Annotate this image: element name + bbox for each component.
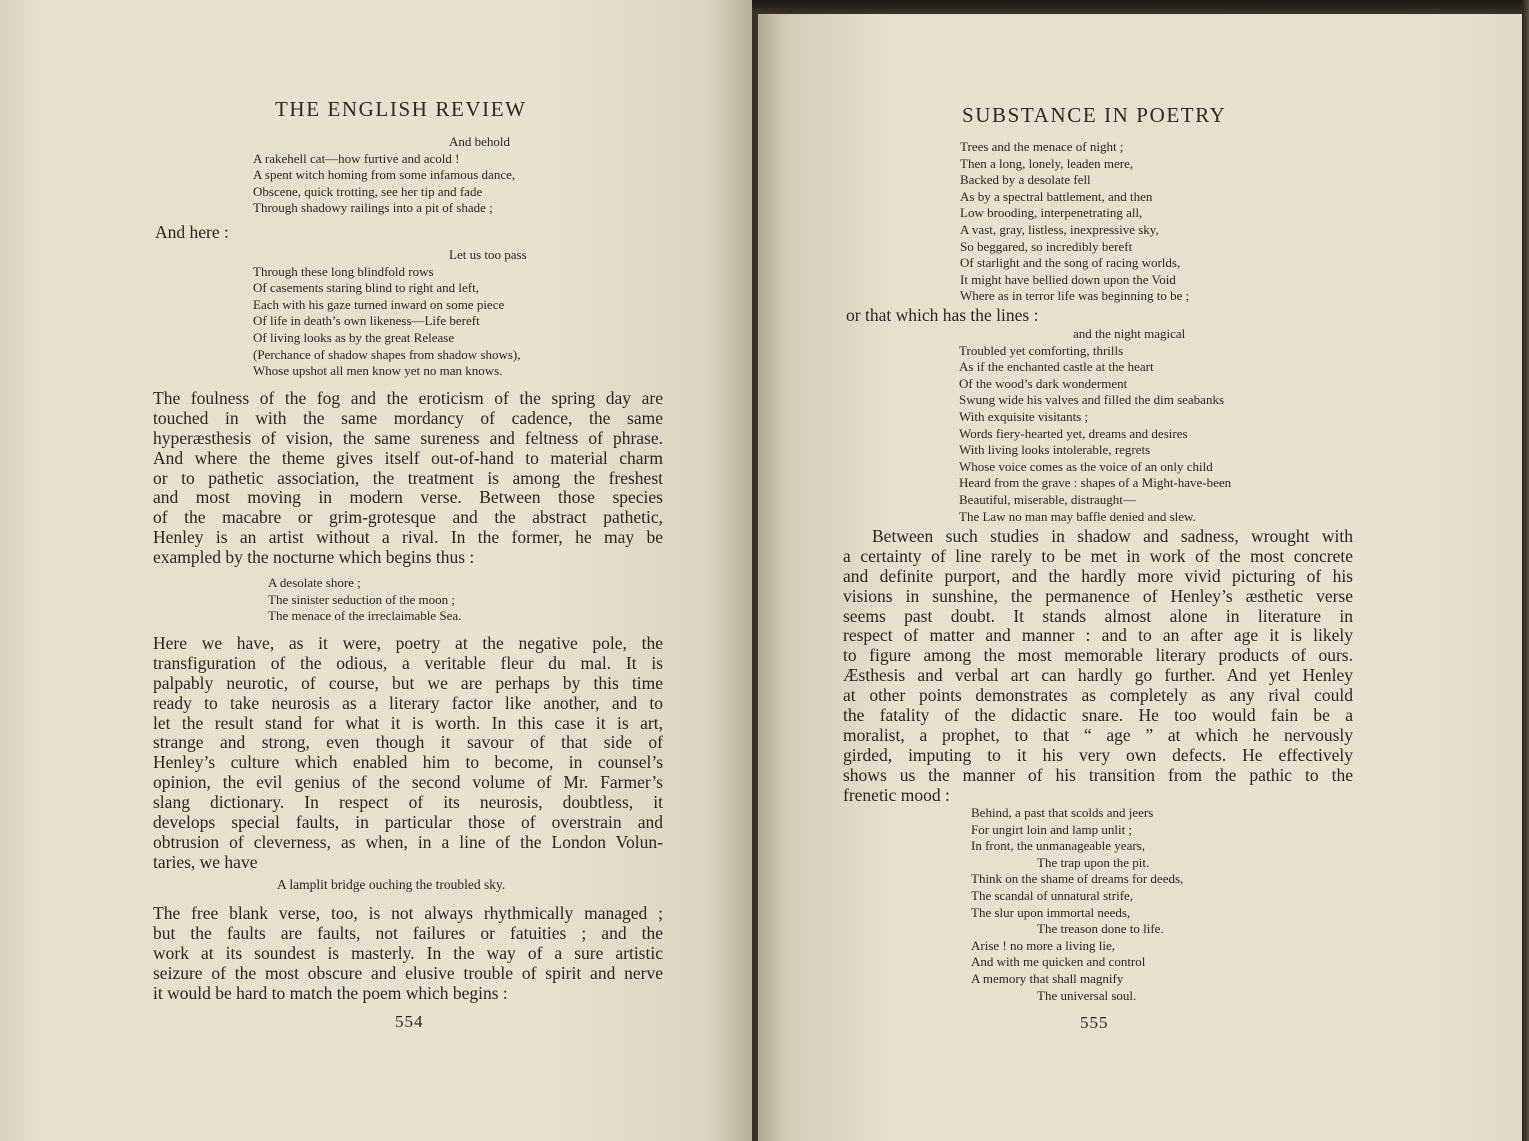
paragraph-lead-in: or that which has the lines : (846, 305, 1039, 325)
verse-line: Beautiful, miserable, distraught— (959, 491, 1136, 507)
text-line: the fatality of the didactic snare. He too would fain be a (843, 706, 1353, 726)
verse-line: and the night magical (1073, 326, 1186, 341)
verse-line: Let us too pass (449, 247, 527, 262)
verse-line: The trap upon the pit. (1037, 854, 1150, 870)
verse-line: With exquisite visitants ; (959, 408, 1089, 424)
text-line: transfiguration of the odious, a veritable fleur du mal. It is (153, 653, 663, 673)
text-line: seems past doubt. It stands almost alone in literature in (843, 606, 1353, 626)
verse-block (971, 805, 1183, 1004)
text-line: let the result stand for what it is worth. In this case it is art, (153, 713, 663, 733)
verse-line: Of the wood’s dark wonderment (959, 375, 1128, 391)
verse-line: Through these long blindfold rows (253, 263, 434, 279)
text-line: opinion, the evil genius of the second volume of Mr. Farmer’s (153, 773, 663, 793)
verse-line: (Perchance of shadow shapes from shadow shows), (253, 346, 521, 362)
verse-line: For ungirt loin and lamp unlit ; (971, 821, 1133, 837)
page-number-right: 555 (1080, 1013, 1109, 1032)
verse-line: Behind, a past that scolds and jeers (971, 805, 1154, 820)
body-paragraph (153, 389, 663, 568)
text-line: The foulness of the fog and the eroticism of the spring day are (153, 389, 663, 408)
text-line: frenetic mood : (843, 785, 950, 805)
text-line: Henley is an artist without a rival. In the former, he may be (153, 528, 663, 548)
verse-line: The sinister seduction of the moon ; (268, 591, 456, 607)
verse-line: Each with his gaze turned inward on some piece (253, 296, 505, 312)
text-line: shows us the manner of his transition from the pathic to the (843, 765, 1353, 785)
text-line: exampled by the nocturne which begins thus : (153, 548, 475, 568)
text-line: it would be hard to match the poem which begins : (153, 983, 508, 1003)
verse-line: Obscene, quick trotting, see her tip and fade (253, 183, 483, 199)
verse-line: Then a long, lonely, leaden mere, (960, 155, 1134, 171)
verse-line: Heard from the grave : shapes of a Might-have-been (959, 475, 1232, 491)
verse-line: Troubled yet comforting, thrills (959, 342, 1124, 358)
body-paragraph (153, 904, 663, 1003)
body-paragraph (843, 527, 1353, 805)
text-line: moralist, a prophet, to that “ age ” at which he nervously (843, 725, 1353, 745)
text-line: ready to take neurosis as a literary factor like another, and to (153, 693, 663, 713)
verse-line: A spent witch homing from some infamous dance, (253, 167, 516, 183)
text-line: Henley’s culture which enabled him to become, in counsel’s (153, 753, 663, 773)
text-line: visions in sunshine, the permanence of Henley’s æsthetic verse (843, 586, 1353, 606)
verse-line: A rakehell cat—how furtive and acold ! (253, 150, 460, 166)
text-line: Here we have, as it were, poetry at the negative pole, the (153, 634, 663, 653)
verse-line: The universal soul. (1037, 987, 1137, 1003)
verse-line: A memory that shall magnify (971, 970, 1124, 986)
verse-line: Of starlight and the song of racing worlds, (960, 255, 1181, 271)
text-line: Between such studies in shadow and sadness, wrought with (872, 527, 1353, 546)
text-line: palpably neurotic, of course, but we are perhaps by this time (153, 673, 663, 693)
verse-line: Backed by a desolate fell (960, 172, 1091, 188)
verse-line: The slur upon immortal needs, (971, 904, 1131, 920)
page-edge (1522, 0, 1529, 1141)
verse-line: The menace of the irreclaimable Sea. (268, 608, 462, 624)
text-line: a certainty of line rarely to be met in work of the most concrete (843, 546, 1353, 566)
text-line: touched in with the same mordancy of cadence, the same (153, 408, 663, 428)
verse-line: It might have bellied down upon the Void (960, 271, 1176, 287)
text-line: but the faults are faults, not failures or fatuities ; and the (153, 923, 663, 943)
left-page (0, 0, 752, 1141)
text-line: respect of matter and manner : and to an after age it is likely (843, 626, 1353, 646)
verse-line: With living looks intolerable, regrets (959, 442, 1151, 458)
text-line: of the macabre or grim-grotesque and the abstract pathetic, (153, 508, 663, 528)
verse-block (960, 139, 1189, 305)
text-line: strange and strong, even though it savour of that side of (153, 733, 663, 753)
text-line: taries, we have (153, 852, 258, 872)
verse-line: And behold (449, 134, 511, 149)
running-header-left: THE ENGLISH REVIEW (275, 97, 527, 121)
verse-block (253, 247, 527, 380)
verse-line: Think on the shame of dreams for deeds, (971, 871, 1184, 887)
verse-line: Swung wide his valves and filled the dim seabanks (959, 392, 1225, 408)
verse-line: A desolate shore ; (268, 575, 361, 590)
text-line: and definite purport, and the hardly more vivid picturing of his (843, 566, 1353, 586)
text-line: Æsthesis and verbal art can hardly go further. And yet Henley (843, 666, 1353, 686)
running-header-right: SUBSTANCE IN POETRY (962, 103, 1227, 127)
verse-line: As if the enchanted castle at the heart (959, 359, 1154, 375)
text-line: to figure among the most memorable literary products of ours. (843, 646, 1353, 666)
verse-block (253, 134, 515, 217)
verse-block (959, 326, 1231, 525)
verse-line: A vast, gray, listless, inexpressive sky, (960, 221, 1159, 237)
text-line: or to pathetic association, the treatment is among the freshest (153, 468, 663, 488)
text-line: obtrusion of cleverness, as when, in a line of the London Volun- (153, 832, 663, 852)
text-line: slang dictionary. In respect of its neurosis, doubtless, it (153, 793, 663, 813)
verse-line: Trees and the menace of night ; (960, 139, 1124, 154)
verse-line: Of life in death’s own likeness—Life bereft (253, 313, 480, 329)
text-line: seizure of the most obscure and elusive trouble of spirit and nerve (153, 963, 663, 983)
verse-line: And with me quicken and control (971, 954, 1146, 970)
page-top-edge (752, 0, 1529, 14)
body-paragraph (153, 634, 663, 873)
text-line: at other points demonstrates as completely as any rival could (843, 686, 1353, 706)
paragraph-lead-in: And here : (155, 222, 229, 242)
text-line: and most moving in modern verse. Between those species (153, 488, 663, 508)
verse-block (268, 575, 461, 625)
text-line: hyperæsthesis of vision, the same sureness and feltness of phrase. (153, 428, 663, 448)
right-page (758, 0, 1522, 1141)
verse-line: Whose voice comes as the voice of an only child (959, 458, 1213, 474)
verse-line: The treason done to life. (1037, 921, 1164, 937)
verse-line: Arise ! no more a living lie, (971, 937, 1116, 953)
verse-line: As by a spectral battlement, and then (960, 188, 1153, 204)
verse-line: The scandal of unnatural strife, (971, 887, 1134, 903)
text-line: The free blank verse, too, is not always rhythmically managed ; (153, 904, 663, 923)
text-line: girded, imputing to it his very own defects. He effectively (843, 745, 1353, 765)
text-line: work at its soundest is masterly. In the way of a sure artistic (153, 943, 663, 963)
verse-line: So beggared, so incredibly bereft (960, 238, 1133, 254)
verse-line: Through shadowy railings into a pit of shade ; (253, 200, 493, 216)
verse-line: Whose upshot all men know yet no man knows. (253, 363, 503, 379)
verse-line: The Law no man may baffle denied and slew. (959, 508, 1196, 524)
text-line: And where the theme gives itself out-of-hand to material charm (153, 448, 663, 468)
verse-line: Of living looks as by the great Release (253, 329, 455, 345)
verse-line: Low brooding, interpenetrating all, (960, 205, 1143, 221)
verse-line: Where as in terror life was beginning to be ; (960, 288, 1190, 304)
text-line: develops special faults, in particular those of overstrain and (153, 813, 663, 833)
page-number-left: 554 (395, 1012, 424, 1031)
verse-line: Of casements staring blind to right and left, (253, 280, 480, 296)
verse-line: In front, the unmanageable years, (971, 838, 1145, 854)
verse-line: Words fiery-hearted yet, dreams and desires (959, 425, 1188, 441)
quoted-line: A lamplit bridge ouching the troubled sky. (277, 877, 506, 892)
